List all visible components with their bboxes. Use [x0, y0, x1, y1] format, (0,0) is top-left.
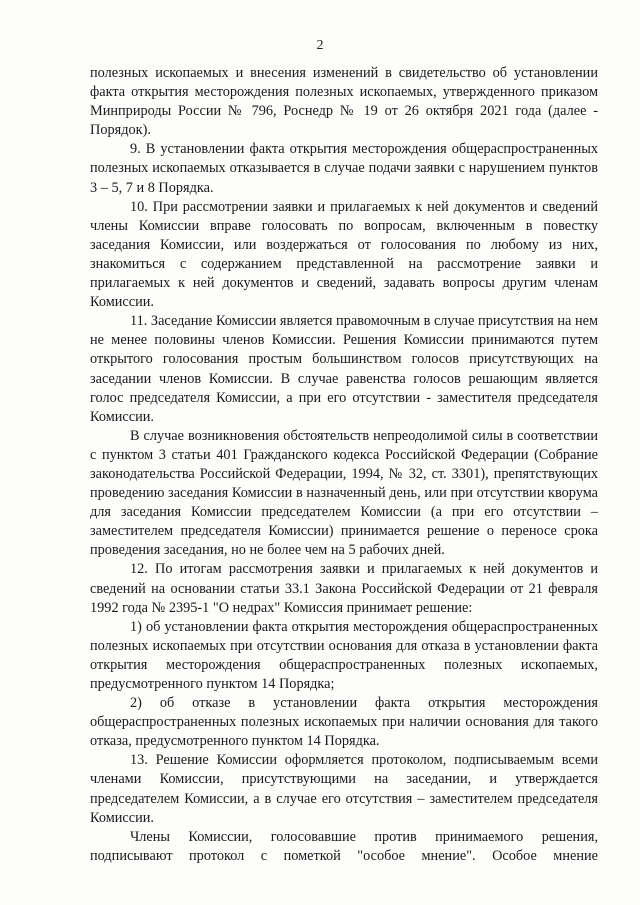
paragraph-intro-continuation: полезных ископаемых и внесения изменений в свидетельство об установлении факта открытия месторождения полезных ископаемых, утвержденного приказом Минприроды России № 796, Роснедр № 19 от 26 октября 2021 года (далее - Порядок). [90, 65, 598, 139]
paragraph-dissenting-opinion: Члены Комиссии, голосовавшие против принимаемого решения, подписывают протокол с пометкой "особое мнение". Особое мнение [90, 828, 598, 864]
paragraph-12-item-2: 2) об отказе в установлении факта открытия месторождения общераспространенных полезных ископаемых при наличии основания для такого отказа, предусмотренного пунктом 14 Порядка. [90, 695, 598, 750]
page-number: 2 [316, 38, 324, 53]
document-body [90, 64, 598, 866]
paragraph-13: 13. Решение Комиссии оформляется протоколом, подписываемым всеми членами Комиссии, присутствующими на заседании, и утверждается председателем Комиссии, а в случае его отсутствия – заместителем председателя Комиссии. [90, 752, 598, 826]
paragraph-9: 9. В установлении факта открытия месторождения общераспространенных полезных ископаемых отказывается в случае подачи заявки с нарушением пунктов 3 – 5, 7 и 8 Порядка. [90, 141, 598, 196]
paragraph-force-majeure: В случае возникновения обстоятельств непреодолимой силы в соответствии с пунктом 3 статьи 401 Гражданского кодекса Российской Федерации (Собрание законодательства Российской Федерации, 1994, № 32, ст. 3301), препятствующих проведению заседания Комиссии в назначенный день, или при отсутствии кворума для заседания Комиссии председателем Комиссии (а при его отсутствии – заместителем председателя Комиссии) принимается решение о переносе срока проведения заседания, но не более чем на 5 рабочих дней. [90, 427, 598, 559]
paragraph-11: 11. Заседание Комиссии является правомочным в случае присутствия на нем не менее половины членов Комиссии. Решения Комиссии принимаются путем открытого голосования простым большинством голосов присутствующих на заседании членов Комиссии. В случае равенства голосов решающим является голос председателя Комиссии, а при его отсутствии - заместителя председателя Комиссии. [90, 313, 598, 425]
paragraph-12-item-1: 1) об установлении факта открытия месторождения общераспространенных полезных ископаемых при отсутствии основания для отказа в установлении факта открытия месторождения общераспространенных полезных ископаемых, предусмотренного пунктом 14 Порядка; [90, 618, 598, 692]
paragraph-12: 12. По итогам рассмотрения заявки и прилагаемых к ней документов и сведений на основании статьи 33.1 Закона Российской Федерации от 21 февраля 1992 года № 2395-1 "О недрах" Комиссия принимает решение: [90, 561, 598, 616]
paragraph-10: 10. При рассмотрении заявки и прилагаемых к ней документов и сведений члены Комиссии вправе голосовать по вопросам, включенным в повестку заседания Комиссии, или воздержаться от голосования по любому из них, знакомиться с содержанием представленной на рассмотрение заявки и прилагаемых к ней документов и сведений, задавать вопросы другим членам Комиссии. [90, 198, 598, 311]
